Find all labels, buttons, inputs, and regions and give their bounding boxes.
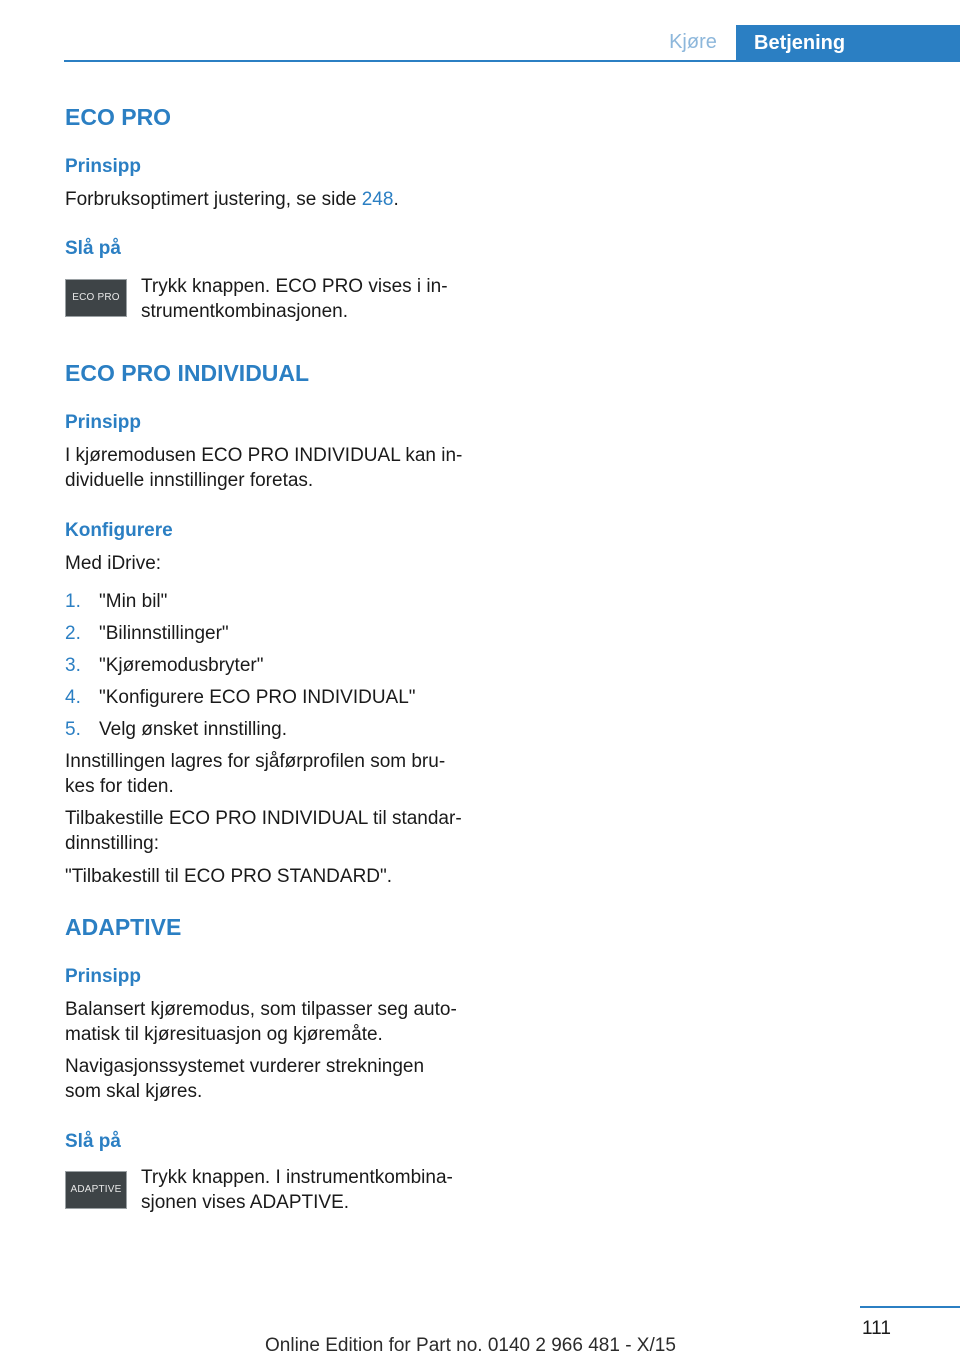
list-item: Velg ønsket innstilling.	[99, 719, 287, 740]
footer-rule	[860, 1306, 960, 1308]
list-item: "Min bil"	[99, 591, 168, 612]
paragraph-navigation	[65, 1054, 485, 1104]
text-line: dividuelle innstillinger foretas.	[65, 470, 314, 491]
heading-eco-pro-individual: ECO PRO INDIVIDUAL	[65, 360, 310, 386]
text-line: I kjøremodusen ECO PRO INDIVIDUAL kan in-	[65, 445, 463, 466]
text-line: strumentkombinasjonen.	[141, 301, 348, 322]
page-header	[0, 0, 960, 62]
paragraph-principle	[65, 997, 485, 1047]
subheading-configure: Konfigurere	[65, 520, 173, 541]
list-item: "Konfigurere ECO PRO INDIVIDUAL"	[99, 687, 416, 708]
list-number: 3.	[65, 655, 81, 676]
text-line: Navigasjonssystemet vurderer strekningen	[65, 1056, 425, 1077]
list-number: 2.	[65, 623, 81, 644]
paragraph-principle	[65, 187, 485, 212]
paragraph-configure-intro: Med iDrive:	[65, 553, 162, 574]
page-number: 111	[862, 1318, 891, 1339]
paragraph-switch-on	[141, 1165, 481, 1215]
text-line: dinnstilling:	[65, 833, 159, 854]
text-line: matisk til kjøresituasjon og kjøremåte.	[65, 1024, 383, 1045]
heading-adaptive: ADAPTIVE	[65, 914, 182, 940]
principle-text: Forbruksoptimert justering, se side	[65, 189, 362, 210]
paragraph-switch-on	[141, 274, 481, 324]
text-line: Trykk knappen. ECO PRO vises i in-	[141, 276, 448, 297]
text-line: Innstillingen lagres for sjåførprofilen som bru-	[65, 751, 446, 772]
text-line: sjonen vises ADAPTIVE.	[141, 1192, 350, 1213]
subheading-principle: Prinsipp	[65, 412, 142, 433]
subheading-switch-on: Slå på	[65, 238, 121, 259]
text-line: Balansert kjøremodus, som tilpasser seg auto-	[65, 999, 457, 1020]
principle-text-end: .	[393, 189, 399, 210]
paragraph-reset	[65, 806, 485, 856]
list-item: "Bilinnstillinger"	[99, 623, 229, 644]
text-line: kes for tiden.	[65, 776, 174, 797]
list-item: "Kjøremodusbryter"	[99, 655, 264, 676]
subheading-principle: Prinsipp	[65, 966, 142, 987]
page-link-248[interactable]: 248	[361, 189, 394, 210]
tab-chapter[interactable]: Kjøre	[650, 25, 736, 60]
text-line: Trykk knappen. I instrumentkombina-	[141, 1167, 453, 1188]
tab-section[interactable]: Betjening	[736, 25, 960, 62]
subheading-switch-on: Slå på	[65, 1131, 121, 1152]
heading-eco-pro: ECO PRO	[65, 104, 172, 130]
list-number: 1.	[65, 591, 81, 612]
list-number: 5.	[65, 719, 81, 740]
adaptive-button-icon: ADAPTIVE	[65, 1171, 127, 1209]
paragraph-principle	[65, 443, 485, 493]
paragraph-reset-menu: "Tilbakestill til ECO PRO STANDARD".	[65, 866, 393, 887]
eco-pro-button-icon: ECO PRO	[65, 279, 127, 317]
list-number: 4.	[65, 687, 81, 708]
text-line: Tilbakestille ECO PRO INDIVIDUAL til standar-	[65, 808, 462, 829]
paragraph-saved	[65, 749, 485, 799]
text-line: som skal kjøres.	[65, 1081, 203, 1102]
edition-note: Online Edition for Part no. 0140 2 966 481 - X/15	[265, 1335, 676, 1356]
subheading-principle: Prinsipp	[65, 156, 142, 177]
header-rule	[64, 60, 960, 62]
